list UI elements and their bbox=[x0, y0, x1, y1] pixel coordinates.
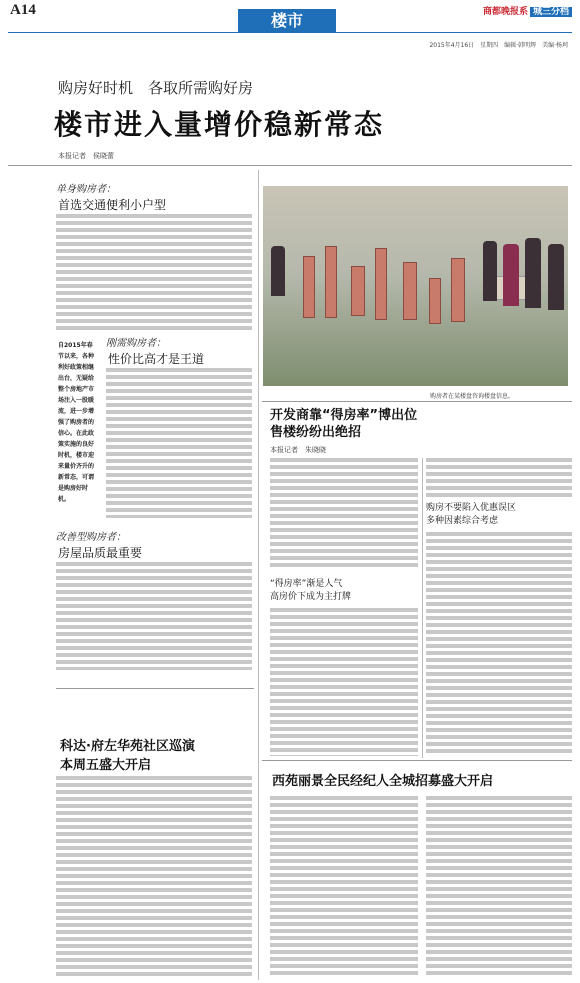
story4-title: 西苑丽景全民经纪人全城招募盛大开启 bbox=[272, 774, 494, 789]
lead-kicker: 购房好时机 各取所需购好房 bbox=[58, 79, 254, 97]
section1-tag: 单身购房者： bbox=[56, 184, 116, 195]
story2-title-line1: 开发商靠“得房率”博出位 bbox=[270, 408, 418, 423]
story3-title-line2: 本周五盛大开启 bbox=[60, 758, 152, 773]
date-line: 2015年4月16日 星期四 编辑·韩明辉 美编·杨珂 bbox=[429, 42, 568, 49]
lead-headline: 楼市进入量增价稳新常态 bbox=[54, 108, 385, 141]
header-rule bbox=[8, 32, 572, 33]
story2-body-col1 bbox=[270, 458, 418, 570]
story2-body-col1b bbox=[270, 608, 418, 756]
masthead-logo: 商都晚报 bbox=[482, 7, 519, 17]
story4-rule bbox=[262, 760, 572, 761]
section2-body bbox=[106, 368, 252, 518]
section1-body bbox=[56, 214, 252, 332]
story2-subhead: “得房率”渐是人气 高房价下成为主打牌 bbox=[270, 579, 352, 602]
section3-body bbox=[56, 562, 252, 670]
section2-tag: 刚需购房者： bbox=[106, 338, 166, 349]
story2-rule bbox=[262, 401, 572, 402]
masthead bbox=[483, 4, 572, 17]
story2-byline: 本报记者 朱晓晓 bbox=[270, 446, 326, 454]
photo-caption: 购房者在某楼盘咨询楼盘信息。 bbox=[430, 393, 515, 400]
section3-title: 房屋品质最重要 bbox=[58, 546, 143, 560]
story2-title-line2: 售楼纷纷出绝招 bbox=[270, 425, 362, 440]
story4-body-col1 bbox=[270, 796, 418, 976]
lead-byline: 本报记者 侯晓蕾 bbox=[58, 152, 114, 160]
story3-rule bbox=[56, 688, 254, 689]
column-divider bbox=[258, 170, 259, 980]
masthead-suffix: 系 bbox=[518, 7, 528, 17]
story2-subhead2: 购房不要陷入优惠误区 多种因素综合考虑 bbox=[426, 503, 517, 526]
section-tab: 楼市 bbox=[238, 9, 336, 33]
story2-body-col2b bbox=[426, 532, 572, 756]
story3-body bbox=[56, 776, 252, 976]
masthead-box: 城三分档 bbox=[530, 7, 572, 17]
story4-body-col2 bbox=[426, 796, 572, 976]
section3-tag: 改善型购房者： bbox=[56, 532, 126, 543]
lead-rule bbox=[8, 165, 572, 166]
story3-title-line1: 科达·府左华苑社区巡演 bbox=[60, 739, 195, 754]
section2-title: 性价比高才是王道 bbox=[108, 352, 205, 366]
story2-body-col2 bbox=[426, 458, 572, 498]
sales-center-photo bbox=[263, 186, 568, 386]
section1-title: 首选交通便利小户型 bbox=[58, 198, 167, 212]
column-divider-story2 bbox=[422, 458, 423, 758]
lead-sidebar: 自2015年春节以来，各种利好政策相继出台，无疑给整个房地产市场注入一股暖流，进一步增强了购房者的信心。在此政策实施的良好时机，楼市迎来量价齐升的新常态，可谓是购房好时机。 bbox=[58, 342, 95, 503]
page-number: A14 bbox=[10, 2, 36, 18]
